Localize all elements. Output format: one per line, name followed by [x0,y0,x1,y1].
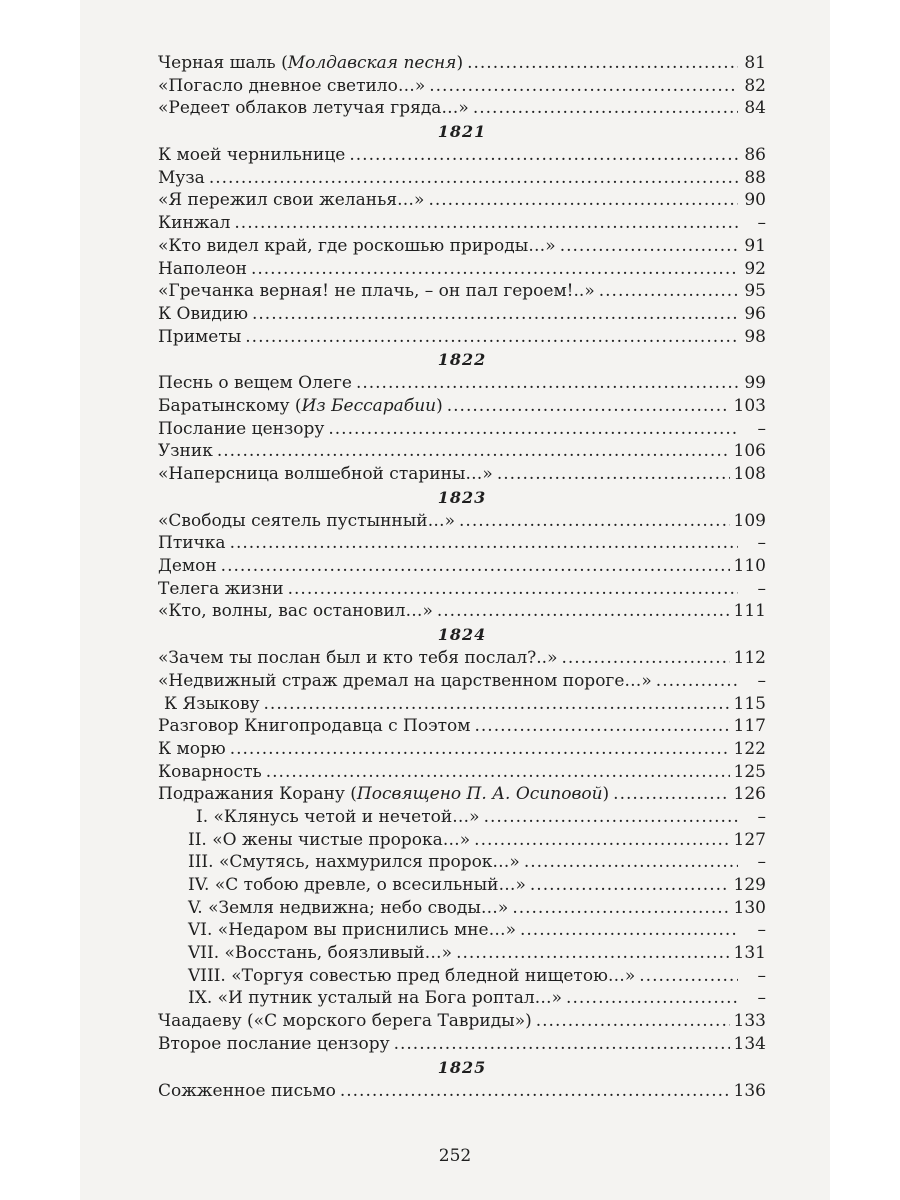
entry-title [158,555,217,578]
entry-title-text: «Недвижный страж дремал на царственном пороге…» [158,670,652,691]
entry-page-number: – [757,670,766,691]
entry-page-number: 95 [744,281,766,302]
entry-page-number: – [757,965,766,986]
entry-title [158,212,230,235]
entry-page-number: 134 [733,1033,766,1054]
entry-page-number: 82 [744,75,766,96]
entry-title-text: III. «Смутясь, нахмурился пророк…» [188,852,520,873]
toc-entry [158,418,766,441]
entry-page-number: 99 [744,373,766,394]
entry-page-number: 90 [744,190,766,211]
dot-leader [459,510,730,533]
entry-title-text: Муза [158,167,205,188]
entry-title [158,326,241,349]
dot-leader [340,1080,730,1103]
dot-leader [447,395,730,418]
entry-title-text: К морю [158,738,226,759]
toc-entry [158,372,766,395]
entry-page-number: – [757,578,766,599]
entry-title [158,874,526,897]
entry-title-italic: Посвящено П. А. Осиповой [356,784,603,805]
entry-title [158,806,480,829]
entry-page-number: 127 [733,829,766,850]
entry-title-text: К Овидию [158,303,248,324]
entry-title-text: «Погасло дневное светило…» [158,75,426,96]
entry-title-text: «Зачем ты послан был и кто тебя послал?..» [158,648,558,669]
entry-title [158,75,425,98]
entry-title [158,280,595,303]
entry-title-text: Кинжал [158,213,231,234]
entry-title [158,1033,390,1056]
entry-title [158,829,470,852]
toc-entry [158,851,766,874]
entry-title-text: Телега жизни [158,578,284,599]
entry-title-text: «Кто, волны, вас остановил…» [158,601,433,622]
year-heading: 1822 [437,350,487,370]
toc-entry [158,919,766,942]
dot-leader [484,806,738,829]
entry-title [158,578,284,601]
entry-title-text: «Редеет облаков летучая гряда…» [158,98,469,119]
year-heading: 1825 [437,1057,487,1077]
entry-title [158,851,520,874]
entry-title-text: V. «Земля недвижна; небо своды…» [188,897,509,918]
entry-title [158,418,324,441]
entry-title [158,783,609,806]
dot-leader [429,75,738,98]
entry-title-text: Наполеон [158,258,247,279]
toc-entry [158,258,766,281]
dot-leader [252,303,738,326]
entry-title-text: Подражания Корану ( [158,784,357,805]
entry-title-text: «Свободы сеятель пустынный…» [158,510,456,531]
dot-leader [234,212,738,235]
entry-title [158,395,443,418]
entry-title [158,189,424,212]
dot-leader [524,851,738,874]
toc-entry [158,532,766,555]
entry-title-text: VII. «Восстань, боязливый…» [188,943,453,964]
entry-title [158,738,226,761]
entry-title-text: К Языкову [164,693,260,714]
entry-page-number: 130 [733,897,766,918]
dot-leader [656,670,738,693]
entry-page-number: 108 [733,464,766,484]
toc-entry [158,761,766,784]
entry-page-number: 92 [744,258,766,279]
dot-leader [560,235,738,258]
entry-title-text: Узник [158,441,213,462]
toc-entry [158,510,766,533]
entry-page-number: 133 [733,1011,766,1032]
entry-title [158,761,262,784]
entry-title [158,693,260,716]
year-heading: 1824 [437,625,487,645]
entry-title-text: II. «О жены чистые пророка…» [188,829,471,850]
entry-title-italic: Молдавская песня [287,53,457,73]
dot-leader [613,783,729,806]
entry-page-number: 126 [733,784,766,805]
entry-page-number: 110 [733,556,766,577]
toc-entry [158,806,766,829]
entry-title [158,144,345,167]
entry-title-text: Приметы [158,326,242,347]
toc-entry [158,578,766,601]
toc-entry [158,326,766,349]
entry-title [158,647,558,670]
entry-title [158,897,508,920]
entry-page-number: 112 [733,648,766,669]
toc-entry [158,167,766,190]
dot-leader [536,1010,730,1033]
year-heading: 1821 [437,122,487,142]
entry-title-suffix: ) [456,53,464,73]
dot-leader [639,965,738,988]
entry-page-number: – [757,988,766,1009]
toc-entry [158,600,766,623]
entry-title-text: Песнь о вещем Олеге [158,373,352,394]
entry-page-number: 84 [744,98,766,119]
toc-entry [158,1033,766,1056]
entry-title-text: «Наперсница волшебной старины…» [158,464,493,484]
entry-title [158,919,516,942]
toc-entry [158,647,766,670]
dot-leader [474,829,729,852]
toc-entry [158,280,766,303]
dot-leader [473,97,738,120]
dot-leader [221,555,730,578]
entry-title-text: «Я пережил свои желанья…» [158,190,425,211]
book-page [80,0,830,1200]
entry-title-text: VI. «Недаром вы приснились мне…» [188,920,516,941]
entry-page-number: – [757,533,766,554]
toc-entry [158,1010,766,1033]
toc-entry [158,235,766,258]
dot-leader [497,463,730,486]
toc-entry [158,783,766,806]
entry-title-text: К моей чернильнице [158,145,346,166]
entry-title [158,463,493,486]
table-of-contents [158,52,766,1102]
entry-page-number: 106 [733,441,766,462]
entry-title-text: IV. «С тобою древле, о всесильный…» [188,875,526,895]
entry-page-number: – [757,920,766,941]
entry-page-number: 131 [733,943,766,964]
entry-page-number: 136 [733,1080,766,1101]
entry-title [158,1010,532,1033]
entry-page-number: – [757,852,766,873]
entry-page-number: 81 [744,53,766,73]
dot-leader [328,418,738,441]
dot-leader [230,738,730,761]
page-number: 252 [438,1146,472,1166]
dot-leader [356,372,738,395]
dot-leader [349,144,738,167]
toc-entry [158,144,766,167]
toc-entry [158,987,766,1010]
entry-title-suffix: ) [436,395,443,416]
dot-leader [288,578,738,601]
toc-entry [158,942,766,965]
dot-leader [428,189,738,212]
dot-leader [217,440,730,463]
entry-title-text: Черная шаль ( [158,53,288,73]
entry-page-number: 117 [733,716,766,737]
entry-title [158,532,226,555]
entry-title [158,235,556,258]
dot-leader [245,326,738,349]
entry-page-number: 91 [744,235,766,256]
toc-entry [158,440,766,463]
entry-title-text: Чаадаеву («С морского берега Тавриды») [158,1011,532,1032]
entry-title-text: VIII. «Торгуя совестью пред бледной нищетою…» [188,965,636,986]
entry-title [158,52,463,75]
entry-title [158,258,247,281]
dot-leader [209,167,738,190]
entry-title-text: Послание цензору [158,418,325,439]
toc-entry [158,555,766,578]
entry-page-number: 111 [733,601,766,622]
entry-title [158,510,455,533]
entry-page-number: – [757,213,766,234]
entry-title-text: «Гречанка верная! не плачь, – он пал героем!..» [158,281,595,302]
toc-entry [158,693,766,716]
entry-page-number: 109 [733,510,766,531]
toc-entry [158,1080,766,1103]
toc-entry [158,738,766,761]
entry-title [158,97,469,120]
entry-page-number: – [757,806,766,827]
entry-title-text: Птичка [158,533,226,554]
toc-entry [158,97,766,120]
dot-leader [566,987,738,1010]
entry-page-number: 129 [733,875,766,895]
dot-leader [394,1033,730,1056]
toc-entry [158,897,766,920]
toc-entry [158,52,766,75]
dot-leader [467,52,738,75]
toc-entry [158,395,766,418]
toc-entry [158,212,766,235]
entry-title-text: Баратынскому ( [158,395,302,416]
entry-title-text: Разговор Книгопродавца с Поэтом [158,716,471,737]
entry-title-text: IX. «И путник усталый на Бога роптал…» [188,988,563,1009]
year-heading: 1823 [437,487,487,507]
toc-entry [158,189,766,212]
entry-page-number: 96 [744,303,766,324]
dot-leader [562,647,730,670]
dot-leader [520,919,738,942]
dot-leader [475,715,730,738]
dot-leader [266,761,730,784]
toc-entry [158,303,766,326]
entry-title [158,942,452,965]
entry-title [158,987,562,1010]
entry-title-text: «Кто видел край, где роскошью природы…» [158,235,556,256]
toc-entry [158,874,766,897]
entry-page-number: 86 [744,145,766,166]
entry-title [158,600,433,623]
entry-title [158,1080,336,1103]
toc-entry [158,670,766,693]
entry-title [158,670,652,693]
entry-title [158,303,248,326]
entry-page-number: 88 [744,167,766,188]
entry-title [158,167,205,190]
dot-leader [456,942,729,965]
entry-title-text: Демон [158,556,217,577]
dot-leader [512,897,729,920]
entry-title-text: Сожженное письмо [158,1080,336,1101]
toc-entry [158,829,766,852]
entry-page-number: 103 [733,395,766,416]
dot-leader [437,600,730,623]
dot-leader [599,280,738,303]
toc-entry [158,715,766,738]
dot-leader [230,532,738,555]
dot-leader [251,258,738,281]
toc-entry [158,965,766,988]
entry-title [158,715,471,738]
entry-title [158,372,352,395]
entry-page-number: 115 [733,693,766,714]
dot-leader [264,693,730,716]
toc-entry [158,75,766,98]
entry-title [158,965,635,988]
entry-title-italic: Из Бессарабии [301,395,437,416]
entry-page-number: – [757,418,766,439]
entry-page-number: 98 [744,326,766,347]
entry-title-text: I. «Клянусь четой и нечетой…» [196,806,480,827]
dot-leader [530,874,730,897]
entry-page-number: 125 [733,761,766,782]
entry-page-number: 122 [733,738,766,759]
toc-entry [158,463,766,486]
entry-title-text: Второе послание цензору [158,1033,390,1054]
entry-title [158,440,213,463]
entry-title-text: Коварность [158,761,262,782]
entry-title-suffix: ) [602,784,610,805]
